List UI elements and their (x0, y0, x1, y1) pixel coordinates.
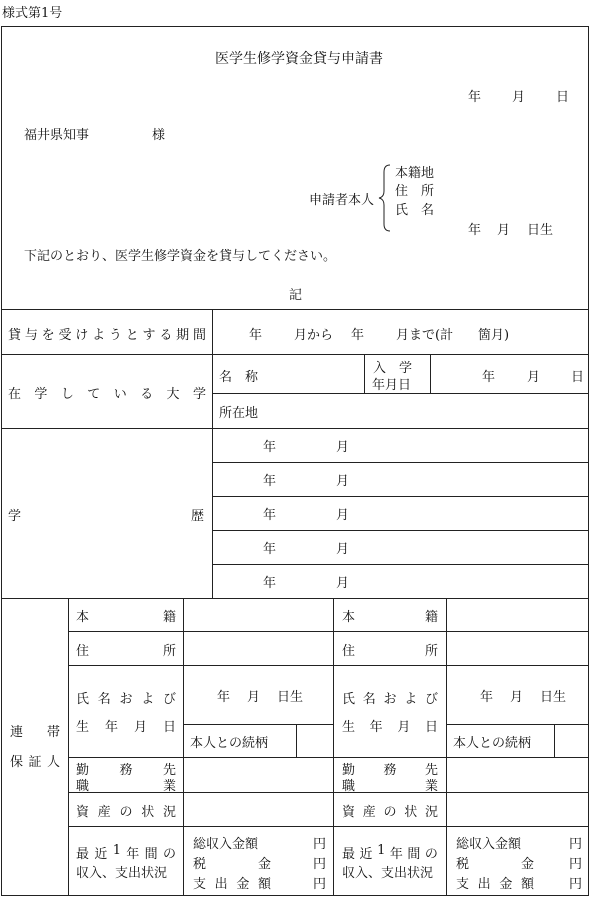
guarantor-yen-unit: 円 (313, 877, 327, 892)
education-row-year: 年 (263, 508, 277, 523)
period-label: 貸 与 を 受 け よ う と す る 期 間 (8, 328, 206, 343)
guarantor-income-label-2: 収入、支出状況 (76, 866, 168, 881)
applicant-birth-year: 年 (468, 223, 482, 238)
guarantor-yen-unit: 円 (569, 857, 583, 872)
guarantor-birth-day: 日生 (277, 690, 304, 705)
applicant-name: 氏 名 (395, 203, 435, 218)
guarantor-work-label-1: 勤 務 先 (76, 763, 176, 778)
period-month-1: 月から (294, 328, 334, 343)
guarantor-expense-label: 支 出 金 額 (456, 877, 534, 892)
period-month-3: 箇月) (478, 328, 510, 343)
guarantor-namebirth-label-2: 生 年 月 日 (76, 720, 176, 735)
education-row-month: 月 (336, 508, 350, 523)
guarantor-total-income-label: 総収入金額 (193, 837, 259, 852)
education-row-month: 月 (336, 576, 350, 591)
education-row-year: 年 (263, 576, 277, 591)
guarantor-yen-unit: 円 (313, 857, 327, 872)
applicant-label: 申請者本人 (309, 193, 375, 208)
period-month-2: 月まで(計 (396, 328, 454, 343)
enroll-month: 月 (527, 370, 541, 385)
guarantor-relation-label: 本人との続柄 (190, 736, 269, 751)
form-title: 医学生修学資金貸与申請書 (215, 51, 383, 67)
applicant-birth-month: 月 (497, 223, 511, 238)
guarantor-tax-label: 税 金 (193, 857, 271, 872)
education-row-year: 年 (263, 474, 277, 489)
guarantor-work-label-1: 勤 務 先 (342, 763, 438, 778)
honorific: 様 (152, 128, 166, 143)
guarantor-honseki-label: 本 籍 (76, 610, 176, 625)
education-label-left: 学 (8, 509, 22, 524)
guarantor-total-income-label: 総収入金額 (456, 837, 522, 852)
guarantor-income-label-1: 最 近 1 年 間 の (76, 843, 176, 862)
enroll-label-2: 年月日 (372, 378, 412, 393)
date-day: 日 (556, 90, 570, 105)
guarantor-namebirth-label-1: 氏 名 お よ び (76, 692, 176, 707)
guarantor-label-2: 保 証 人 (10, 755, 60, 770)
guarantor-honseki-label: 本 籍 (342, 610, 438, 625)
education-label-right: 歴 (191, 509, 205, 524)
guarantor-assets-label: 資 産 の 状 況 (76, 805, 176, 820)
brace-icon (378, 164, 392, 232)
guarantor-birth-month: 月 (247, 690, 261, 705)
applicant-address: 住 所 (395, 184, 435, 199)
enroll-day: 日 (571, 370, 585, 385)
guarantor-relation-label: 本人との続柄 (453, 736, 532, 751)
ki-label: 記 (289, 288, 303, 303)
guarantor-birth-year: 年 (480, 690, 494, 705)
university-label: 在 学 し て い る 大 学 (8, 387, 206, 402)
applicant-birth-day: 日生 (527, 223, 554, 238)
period-year-1: 年 (249, 328, 263, 343)
enroll-label-1: 入 学 (373, 361, 413, 376)
statement: 下記のとおり、医学生修学資金を貸与してください。 (24, 249, 337, 264)
guarantor-tax-label: 税 金 (456, 857, 534, 872)
guarantor-namebirth-label-1: 氏 名 お よ び (342, 692, 438, 707)
guarantor-birth-year: 年 (217, 690, 231, 705)
guarantor-expense-label: 支 出 金 額 (193, 877, 271, 892)
date-month: 月 (512, 90, 526, 105)
guarantor-label-1: 連 帯 (10, 725, 60, 740)
period-year-2: 年 (351, 328, 365, 343)
guarantor-income-label-2: 収入、支出状況 (342, 866, 434, 881)
applicant-honseki: 本籍地 (395, 166, 435, 181)
education-row-year: 年 (263, 440, 277, 455)
guarantor-birth-month: 月 (510, 690, 524, 705)
date-year: 年 (468, 90, 482, 105)
guarantor-address-label: 住 所 (342, 644, 438, 659)
university-name-label: 名 称 (219, 370, 259, 385)
guarantor-address-label: 住 所 (76, 644, 176, 659)
education-row-month: 月 (336, 542, 350, 557)
addressee: 福井県知事 (24, 128, 90, 143)
guarantor-yen-unit: 円 (569, 837, 583, 852)
enroll-year: 年 (482, 370, 496, 385)
guarantor-work-label-2: 職 業 (342, 779, 438, 794)
guarantor-birth-day: 日生 (540, 690, 567, 705)
education-row-year: 年 (263, 542, 277, 557)
education-row-month: 月 (336, 474, 350, 489)
location-label: 所在地 (219, 406, 259, 421)
guarantor-yen-unit: 円 (569, 877, 583, 892)
guarantor-work-label-2: 職 業 (76, 779, 176, 794)
guarantor-yen-unit: 円 (313, 837, 327, 852)
guarantor-namebirth-label-2: 生 年 月 日 (342, 720, 438, 735)
guarantor-assets-label: 資 産 の 状 況 (342, 805, 438, 820)
education-row-month: 月 (336, 440, 350, 455)
form-number: 様式第1号 (2, 6, 63, 21)
guarantor-income-label-1: 最 近 1 年 間 の (342, 843, 438, 862)
